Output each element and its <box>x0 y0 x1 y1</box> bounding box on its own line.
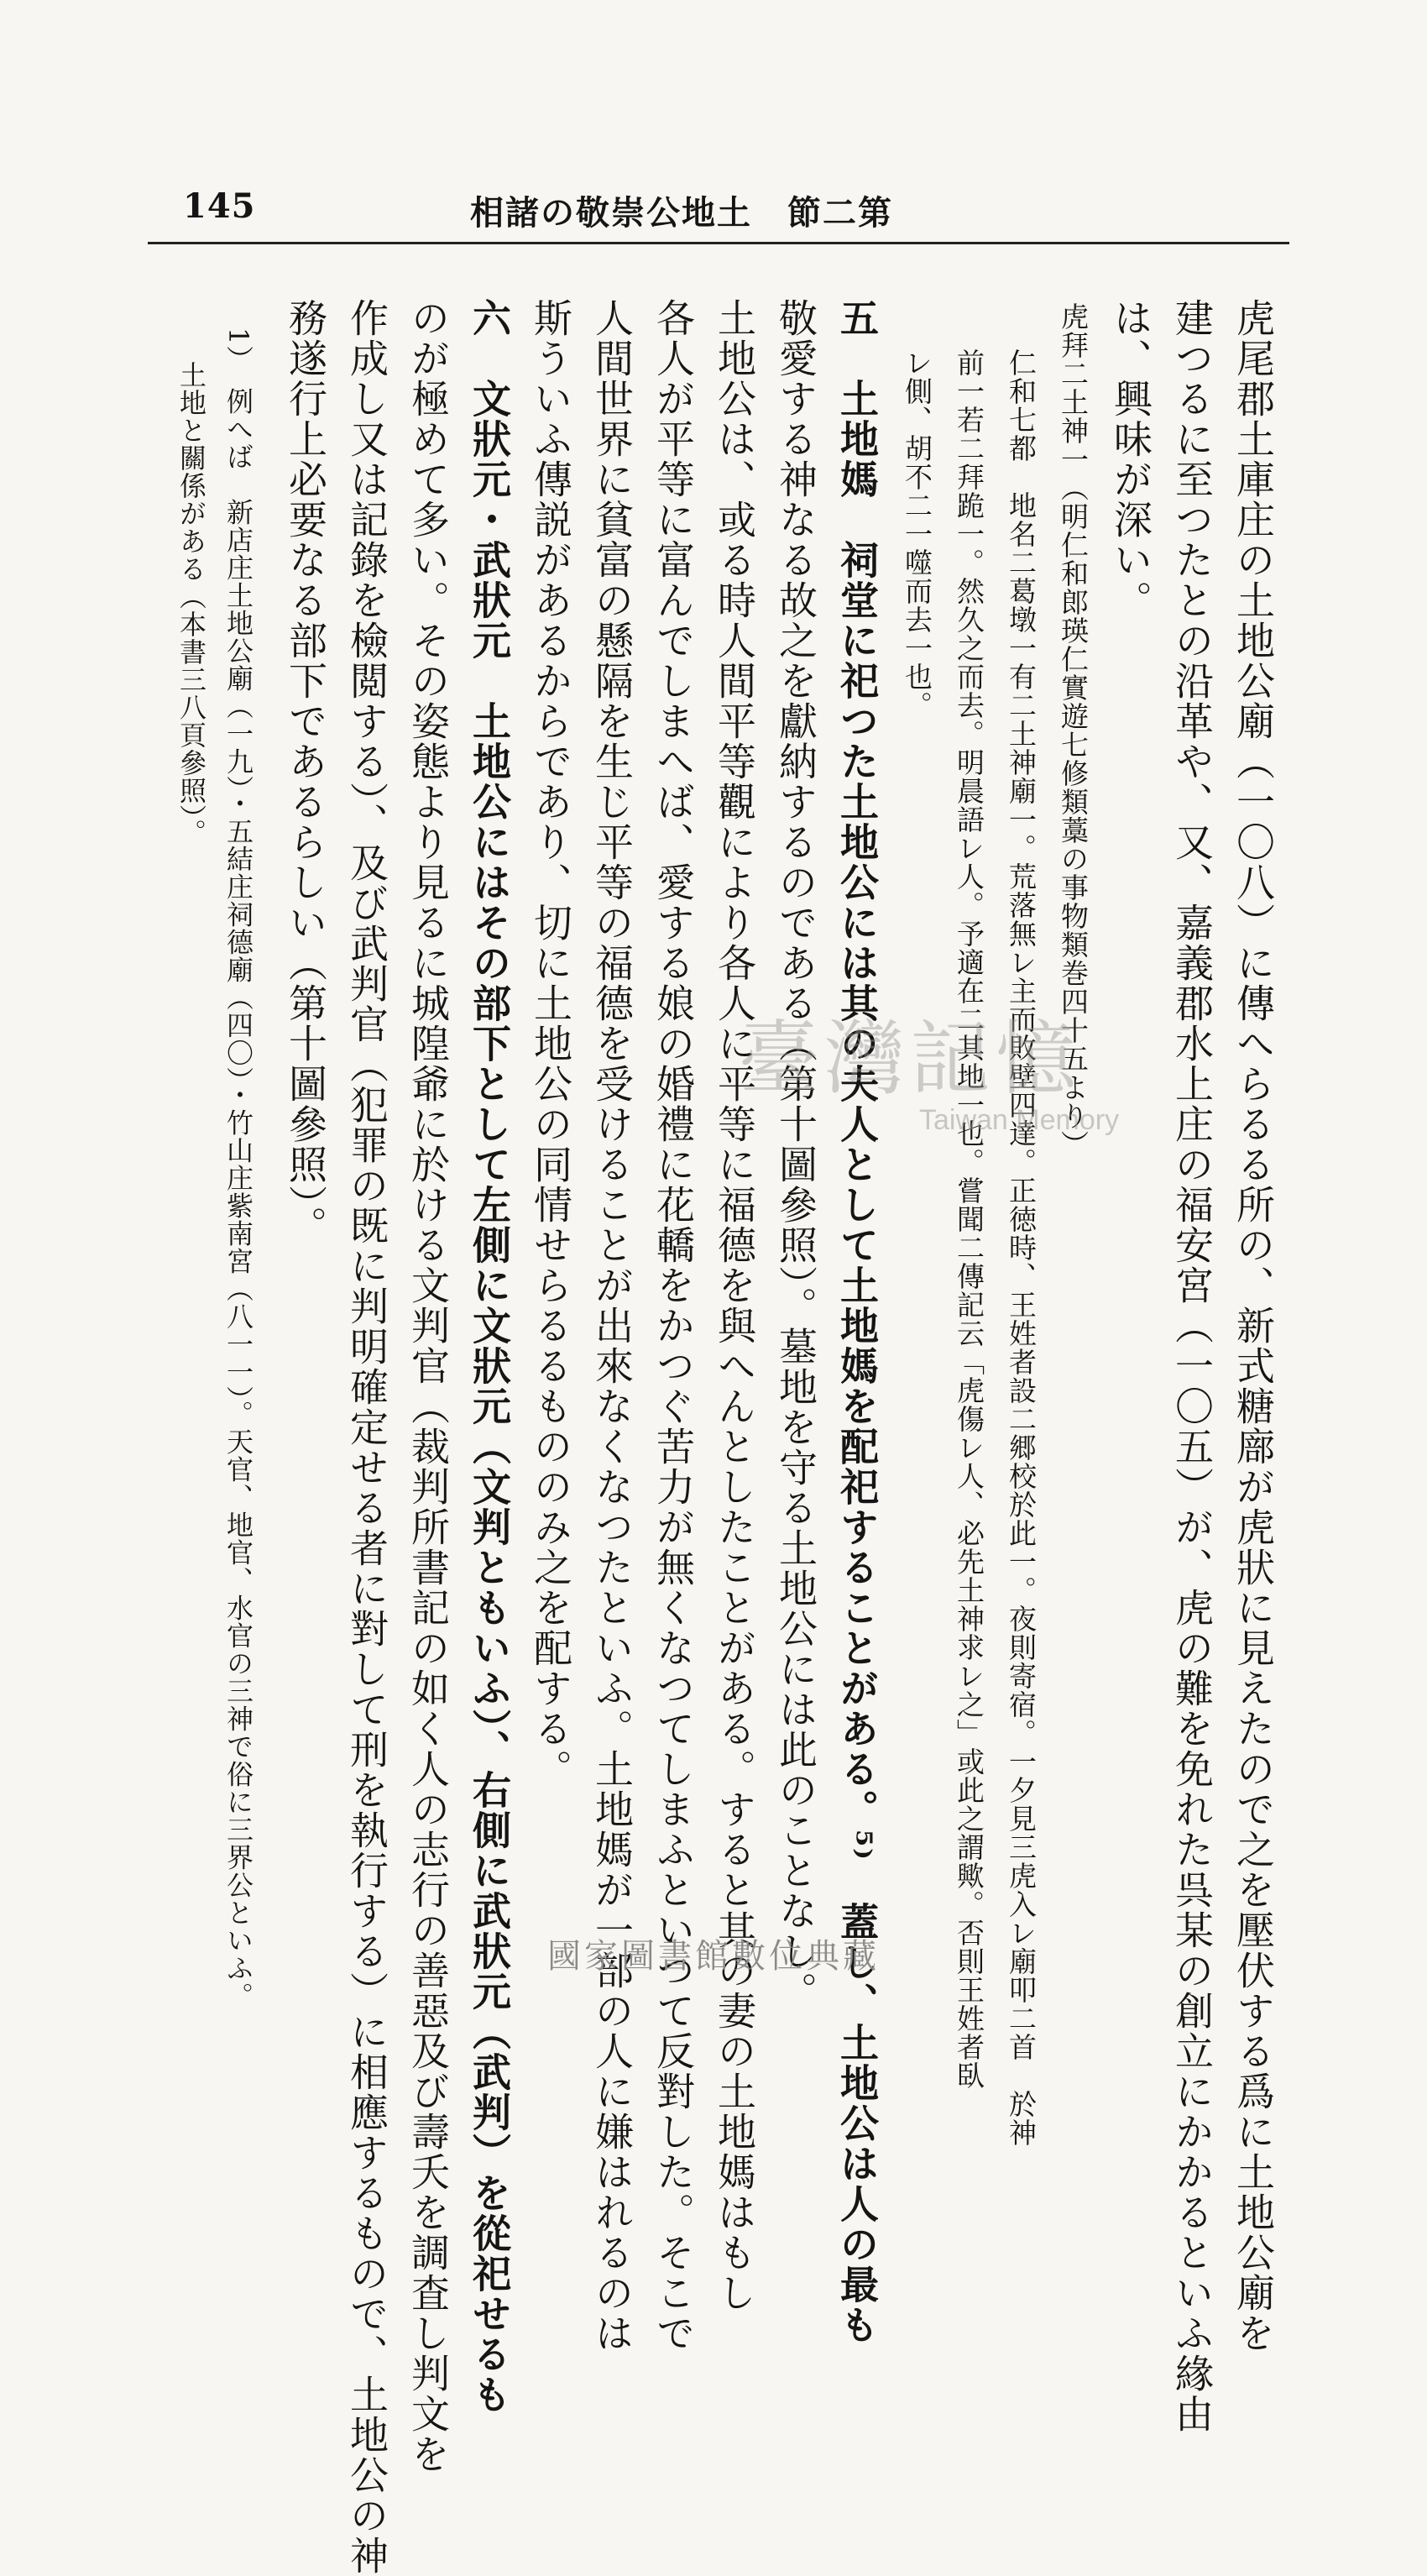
header-rule <box>148 242 1289 244</box>
footnote: 1） 例へば 新店庄土地公廟（一九）・五結庄祠德廟（四〇）・竹山庄紫南宮（八一一）。天官、地官、水官の三神で俗に三界公といふ。 <box>222 327 254 2010</box>
section-heading-tudima: 五 土地媽 祠堂に祀つた土地公には其の夫人として土地媽を配祀することがある。⁵⁾ 蓋し、土地公は人の最も <box>834 298 880 2345</box>
section-heading-zhuangyuan: 六 文狀元・武狀元 土地公にはその部下として左側に文狀元（文判ともいふ）、右側に武狀元（武判）を從祀せるも <box>467 298 512 2415</box>
text-column: 敬愛する神なる故之を獻納するのである（第十圖參照）。墓地を守る土地公には此のことなし。 <box>773 298 818 2012</box>
quotation-title: 虎拜二土神一（明仁和郎瑛仁實遊七修類藁の事物類巻四十五より） <box>1057 302 1090 1159</box>
text-column: 斯ういふ傳説があるからであり、切に土地公の同情せらるるもののみ之を配する。 <box>528 298 573 1789</box>
text-column: 土地公は、或る時人間平等觀により各人に平等に福德を與へんとしたことがある。すると其の妻の土地媽はもし <box>712 298 757 2313</box>
watermark-logo: 臺灣記憶 <box>739 1012 1081 1106</box>
quotation-line: 前一若二拜跪一。然久之而去。明晨語レ人。予適在二其地一也。嘗聞二傳記云「虎傷レ人、必先土神求レ之」或此之謂歟。否則王姓者臥 <box>953 348 985 2090</box>
text-column: 人間世界に貧富の懸隔を生じ平等の福德を受けることが出來なくなつたといふ。土地媽が一部の人に嫌はれるのは <box>589 298 635 2353</box>
footer-credit: 國家圖書館數位典藏 <box>547 1937 880 1976</box>
text-column: は、興味が深い。 <box>1108 298 1153 620</box>
quotation-line: 仁和七都 地名二葛墩一有二土神廟一。荒落無レ主而敗壁四達。正徳時、王姓者設二郷校於此一。夜則寄宿。一夕見三虎入レ廟叩二首 於神 <box>1005 348 1038 2147</box>
page-number: 145 <box>183 186 256 226</box>
watermark-subtitle: Taiwan Memory <box>919 1104 1120 1136</box>
text-column: 建つるに至つたとの沿革や、又、嘉義郡水上庄の福安宮（一〇五）が、虎の難を免れた呉某の創立にかかるといふ緣由 <box>1169 298 1215 2434</box>
text-column: 務遂行上必要なる部下であるらしい（第十圖參照）。 <box>283 298 328 1246</box>
footnote: 土地と關係がある（本書三八頁參照）。 <box>175 361 207 846</box>
quotation-line: レ側、胡不二一噬而去一也。 <box>901 348 933 720</box>
running-head: 相諸の敬崇公地土 節二第 <box>470 193 893 233</box>
text-column: 作成し又は記錄を檢閲する）、及び武判官（犯罪の既に判明確定せる者に對して刑を執行する）に相應するもので、土地公の神 <box>344 298 389 2576</box>
text-column: のが極めて多い。その姿態より見るに城隍爺に於ける文判官（裁判所書記の如く人の志行の善惡及び壽夭を調査し判文を <box>405 298 451 2474</box>
text-column: 各人が平等に富んでしまへば、愛する娘の婚禮に花轎をかつぐ苦力が無くなつてしまふといつて反對した。そこで <box>651 298 696 2353</box>
text-column: 虎尾郡土庫庄の土地公廟（一〇八）に傳へらるる所の、新式糖廍が虎狀に見えたので之を壓伏する爲に土地公廟を <box>1231 298 1276 2353</box>
